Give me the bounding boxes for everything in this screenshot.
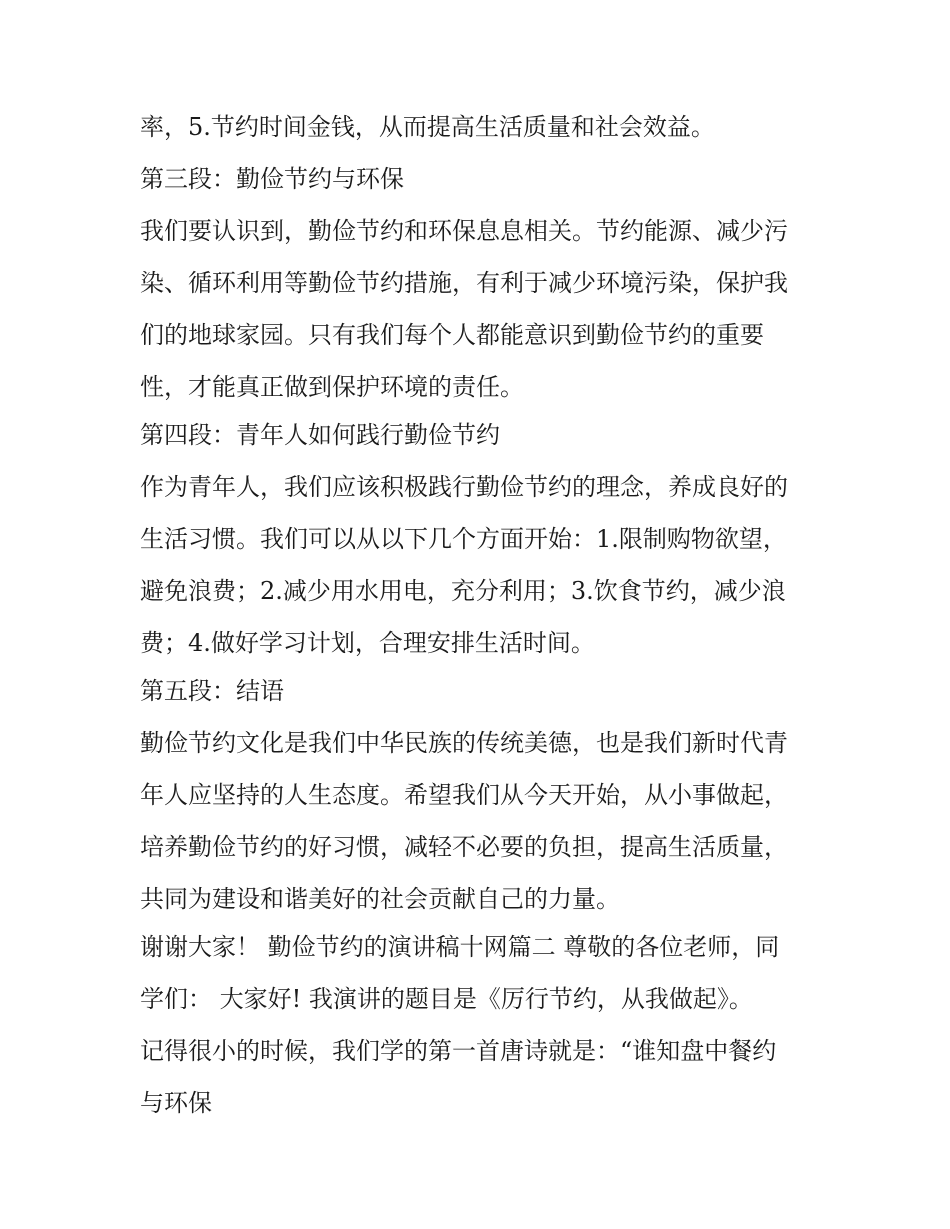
text-line: 培养勤俭节约的好习惯，减轻不必要的负担，提高生活质量， — [140, 833, 788, 861]
text-line: 费；4.做好学习计划，合理安排生活时间。 — [140, 629, 595, 657]
text-line: 们的地球家园。只有我们每个人都能意识到勤俭节约的重要 — [140, 321, 764, 349]
text-line: 学们： 大家好! 我演讲的题目是《厉行节约，从我做起》。 — [140, 985, 753, 1013]
text-line: 与环保 — [140, 1089, 212, 1117]
section-heading: 第三段：勤俭节约与环保 — [140, 165, 404, 193]
text-line: 生活习惯。我们可以从以下几个方面开始：1.限制购物欲望， — [140, 525, 787, 553]
text-line: 作为青年人，我们应该积极践行勤俭节约的理念，养成良好的 — [140, 473, 788, 501]
text-line: 染、循环利用等勤俭节约措施，有利于减少环境污染，保护我 — [140, 269, 788, 297]
text-line: 率，5.节约时间金钱，从而提高生活质量和社会效益。 — [140, 113, 715, 141]
text-line: 我们要认识到，勤俭节约和环保息息相关。节约能源、减少污 — [140, 217, 788, 245]
text-line: 年人应坚持的人生态度。希望我们从今天开始，从小事做起， — [140, 781, 788, 809]
text-line: 谢谢大家！ 勤俭节约的演讲稿十网篇二 尊敬的各位老师，同 — [140, 933, 780, 961]
section-heading: 第五段：结语 — [140, 677, 284, 705]
text-line: 共同为建设和谐美好的社会贡献自己的力量。 — [140, 885, 620, 913]
text-line: 性，才能真正做到保护环境的责任。 — [140, 373, 524, 401]
text-line: 勤俭节约文化是我们中华民族的传统美德，也是我们新时代青 — [140, 729, 788, 757]
text-line: 记得很小的时候，我们学的第一首唐诗就是：“谁知盘中餐约 — [140, 1037, 777, 1065]
text-line: 避免浪费；2.减少用水用电，充分利用；3.饮食节约，减少浪 — [140, 577, 786, 605]
section-heading: 第四段：青年人如何践行勤俭节约 — [140, 421, 500, 449]
